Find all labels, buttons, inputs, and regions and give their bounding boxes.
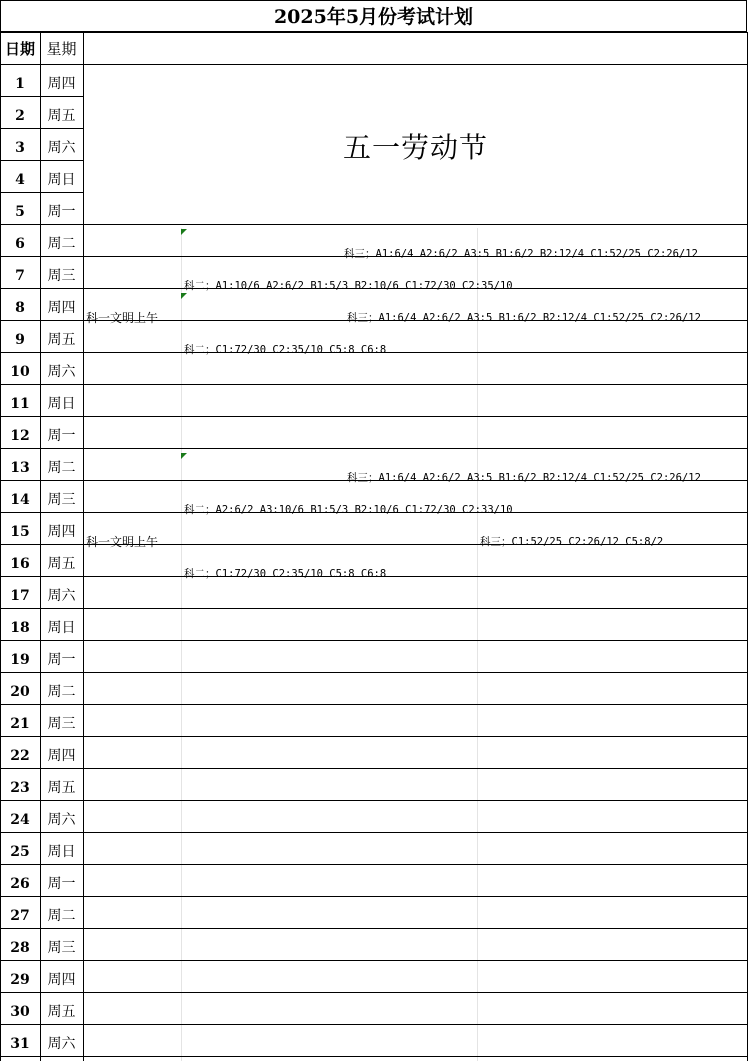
row-border [0, 832, 748, 833]
date-cell: 12 [10, 428, 30, 444]
weekday-cell: 周五 [47, 1004, 76, 1020]
date-cell: 8 [15, 300, 25, 316]
weekday-cell: 周四 [47, 300, 76, 316]
weekday-cell: 周一 [47, 204, 76, 220]
weekday-cell: 周五 [47, 108, 76, 124]
schedule-note-day6: 科三；A1:6/4 A2:6/2 A3:5 B1:6/2 B2:12/4 C1:52/25 C2:26/12 [344, 248, 698, 260]
weekday-cell: 周二 [47, 460, 76, 476]
comment-marker-icon [181, 453, 187, 459]
weekday-cell: 周日 [47, 620, 76, 636]
row-border [0, 416, 748, 417]
weekday-cell: 周四 [47, 748, 76, 764]
date-cell: 7 [15, 268, 25, 284]
schedule-note-day16: 科二；C1:72/30 C2:35/10 C5:8 C6:8 [184, 568, 387, 580]
row-border [0, 928, 748, 929]
date-cell: 11 [10, 396, 30, 412]
weekday-cell: 周三 [47, 268, 76, 284]
weekday-cell: 周六 [47, 140, 76, 156]
date-cell: 30 [10, 1004, 30, 1020]
weekday-cell: 周四 [47, 972, 76, 988]
weekday-cell: 周五 [47, 332, 76, 348]
date-cell: 21 [10, 716, 30, 732]
row-border [0, 960, 748, 961]
date-cell: 24 [10, 812, 30, 828]
morning-note-day15: 科一文明上午 [86, 535, 159, 549]
row-border [0, 384, 748, 385]
weekday-cell: 周三 [47, 940, 76, 956]
schedule-note-day13: 科三；A1:6/4 A2:6/2 A3:5 B1:6/2 B2:12/4 C1:52/25 C2:26/12 [347, 472, 701, 484]
row-border [0, 736, 748, 737]
schedule-note-day14: 科二；A2:6/2 A3:10/6 B1:5/3 B2:10/6 C1:72/30 C2:33/10 [184, 504, 513, 516]
row-border [0, 896, 748, 897]
weekday-cell: 周日 [47, 844, 76, 860]
schedule-note-day7: 科二；A1:10/6 A2:6/2 B1:5/3 B2:10/6 C1:72/30 C2:35/10 [184, 280, 513, 292]
row-border [0, 1056, 748, 1057]
weekday-cell: 周六 [47, 1036, 76, 1052]
comment-marker-icon [181, 293, 187, 299]
header-weekday: 星期 [46, 40, 77, 58]
row-border [0, 608, 748, 609]
weekday-cell: 周三 [47, 492, 76, 508]
date-cell: 13 [10, 460, 30, 476]
weekday-cell: 周二 [47, 684, 76, 700]
date-cell: 22 [10, 748, 30, 764]
weekday-cell: 周日 [47, 172, 76, 188]
row-border [0, 800, 748, 801]
date-cell: 27 [10, 908, 30, 924]
date-cell: 20 [10, 684, 30, 700]
date-cell: 3 [15, 140, 25, 156]
schedule-note-day15: 科三；C1:52/25 C2:26/12 C5:8/2 [480, 536, 664, 548]
row-border [0, 640, 748, 641]
date-cell: 5 [15, 204, 25, 220]
weekday-cell: 周日 [47, 396, 76, 412]
date-cell: 14 [10, 492, 30, 508]
holiday-label: 五一劳动节 [342, 131, 488, 164]
morning-note-day8: 科一文明上午 [86, 311, 159, 325]
date-cell: 23 [10, 780, 30, 796]
date-cell: 19 [10, 652, 30, 668]
date-cell: 26 [10, 876, 30, 892]
date-cell: 18 [10, 620, 30, 636]
weekday-cell: 周五 [47, 780, 76, 796]
row-border [0, 1024, 748, 1025]
row-border [0, 704, 748, 705]
date-cell: 17 [10, 588, 30, 604]
date-cell: 4 [15, 172, 25, 188]
date-cell: 25 [10, 844, 30, 860]
date-cell: 9 [15, 332, 25, 348]
weekday-cell: 周二 [47, 908, 76, 924]
date-cell: 6 [15, 236, 25, 252]
row-border [0, 864, 748, 865]
weekday-cell: 周四 [47, 524, 76, 540]
date-cell: 29 [10, 972, 30, 988]
weekday-cell: 周一 [47, 876, 76, 892]
weekday-cell: 周六 [47, 812, 76, 828]
row-border [0, 448, 748, 449]
weekday-cell: 周二 [47, 236, 76, 252]
weekday-cell: 周六 [47, 588, 76, 604]
date-cell: 15 [10, 524, 30, 540]
schedule-note-day9: 科二；C1:72/30 C2:35/10 C5:8 C6:8 [184, 344, 387, 356]
row-border [0, 992, 748, 993]
row-border [0, 672, 748, 673]
date-cell: 2 [15, 108, 25, 124]
weekday-cell: 周五 [47, 556, 76, 572]
weekday-cell: 周四 [47, 76, 76, 92]
weekday-cell: 周六 [47, 364, 76, 380]
date-cell: 31 [10, 1036, 30, 1052]
row-border [0, 32, 748, 33]
sheet-title: 2025年5月份考试计划 [0, 0, 747, 32]
date-cell: 28 [10, 940, 30, 956]
weekday-cell: 周三 [47, 716, 76, 732]
date-cell: 16 [10, 556, 30, 572]
row-border [0, 768, 748, 769]
date-cell: 10 [10, 364, 30, 380]
schedule-note-day8: 科三；A1:6/4 A2:6/2 A3:5 B1:6/2 B2:12/4 C1:52/25 C2:26/12 [347, 312, 701, 324]
weekday-cell: 周一 [47, 652, 76, 668]
weekday-cell: 周一 [47, 428, 76, 444]
date-cell: 1 [15, 76, 25, 92]
header-date: 日期 [4, 40, 35, 58]
comment-marker-icon [181, 229, 187, 235]
